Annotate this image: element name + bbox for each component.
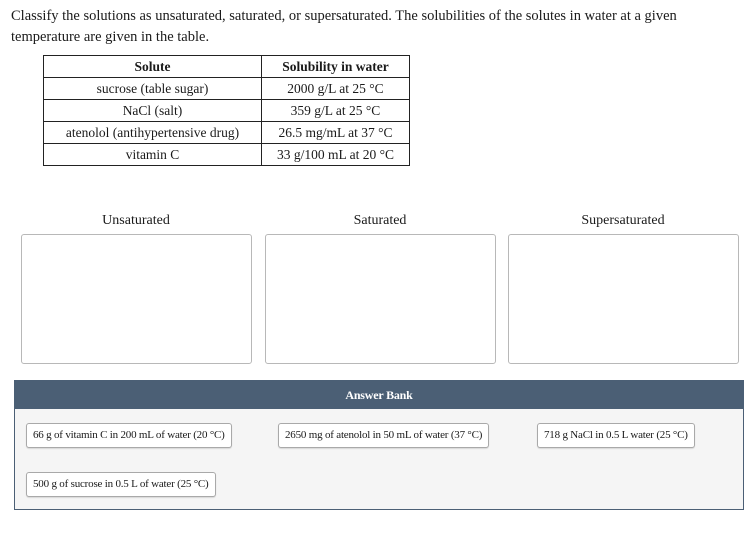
drop-zone-unsaturated[interactable] xyxy=(21,234,252,364)
column-header-solubility: Solubility in water xyxy=(262,56,410,78)
table-row xyxy=(44,122,410,144)
drop-zone-supersaturated[interactable] xyxy=(508,234,739,364)
solute-cell: sucrose (table sugar) xyxy=(44,78,262,100)
bin-label-unsaturated: Unsaturated xyxy=(102,213,170,228)
question-text: Classify the solutions as unsaturated, saturated, or supersaturated. The solubilities of the solutes in water at a given temperature are given in the table. xyxy=(11,8,677,45)
drop-zone-saturated[interactable] xyxy=(265,234,496,364)
table-header-row xyxy=(44,56,410,78)
solute-cell: NaCl (salt) xyxy=(44,100,262,122)
column-header-solute: Solute xyxy=(44,56,262,78)
bin-label-saturated: Saturated xyxy=(353,213,407,228)
solute-cell: atenolol (antihypertensive drug) xyxy=(44,122,262,144)
answer-bank-title: Answer Bank xyxy=(15,381,743,409)
answer-chip-nacl[interactable]: 718 g NaCl in 0.5 L water (25 °C) xyxy=(537,423,695,448)
table-row xyxy=(44,144,410,166)
answer-bank xyxy=(14,380,744,510)
solubility-cell: 33 g/100 mL at 20 °C xyxy=(262,144,410,166)
table-row xyxy=(44,78,410,100)
solubility-cell: 359 g/L at 25 °C xyxy=(262,100,410,122)
answer-chip-sucrose[interactable]: 500 g of sucrose in 0.5 L of water (25 °C) xyxy=(26,472,216,497)
solubility-cell: 2000 g/L at 25 °C xyxy=(262,78,410,100)
answer-chip-vitamin-c[interactable]: 66 g of vitamin C in 200 mL of water (20 °C) xyxy=(26,423,232,448)
bin-label-supersaturated: Supersaturated xyxy=(581,213,665,228)
solute-cell: vitamin C xyxy=(44,144,262,166)
solubility-cell: 26.5 mg/mL at 37 °C xyxy=(262,122,410,144)
answer-chip-atenolol[interactable]: 2650 mg of atenolol in 50 mL of water (37 °C) xyxy=(278,423,489,448)
solubility-table xyxy=(43,55,410,166)
table-row xyxy=(44,100,410,122)
